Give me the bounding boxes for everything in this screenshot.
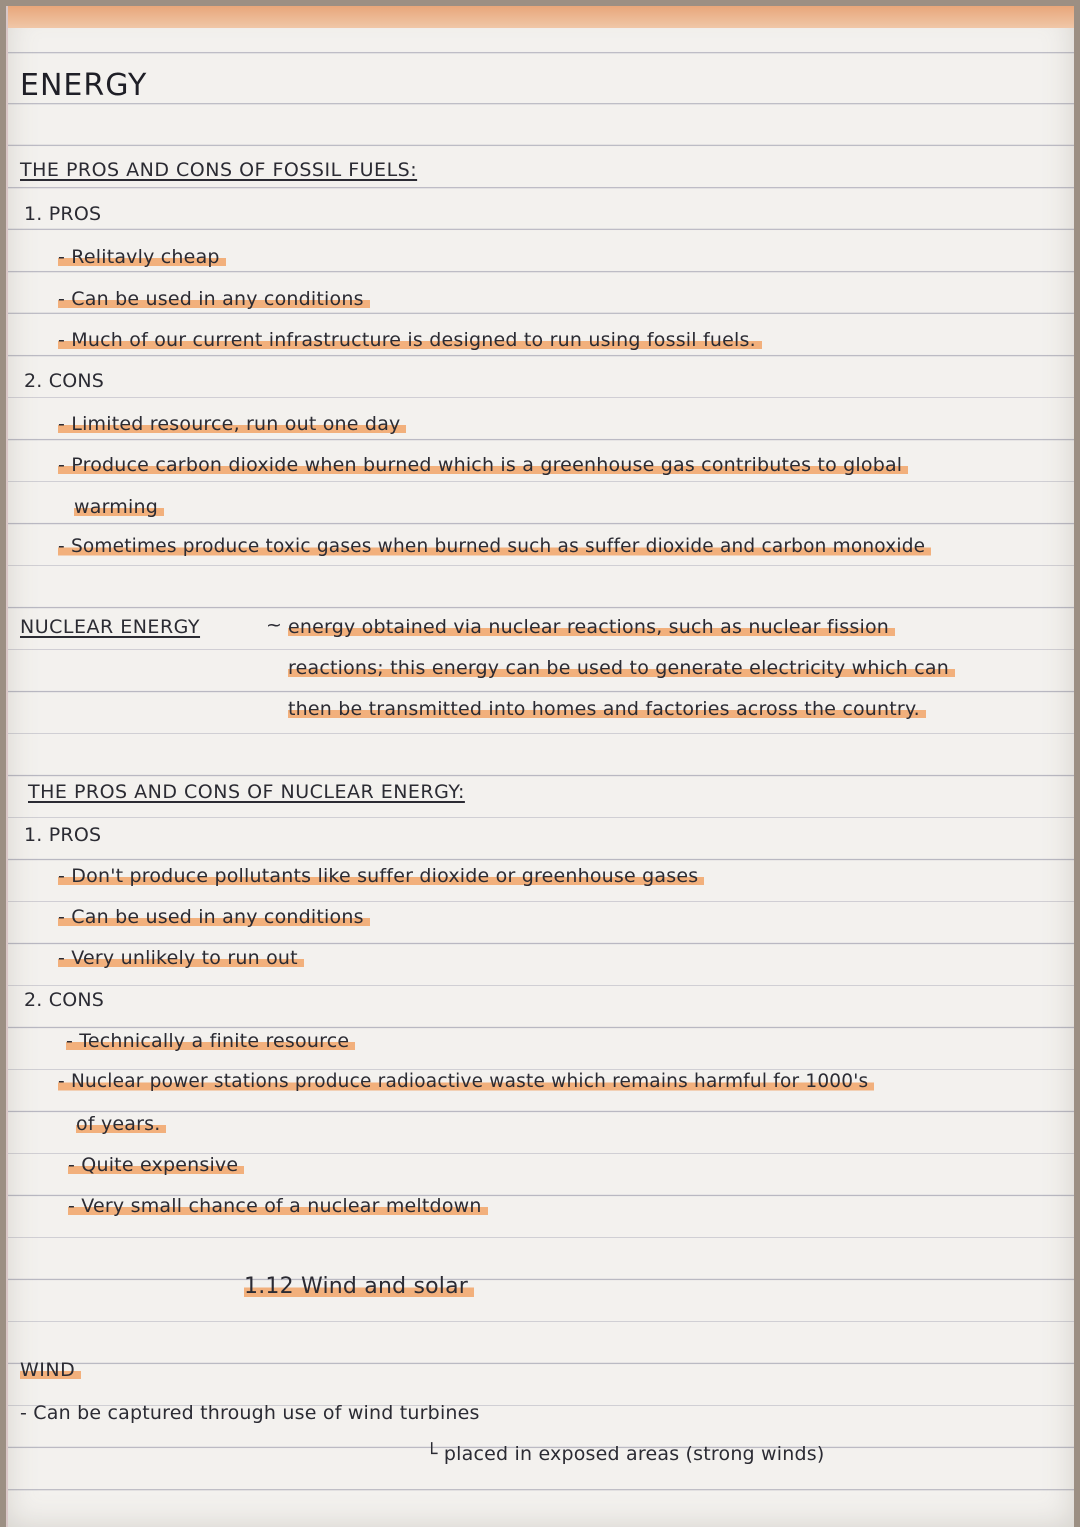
nuclear-con-item: - Nuclear power stations produce radioactive waste which remains harmful for 1000's [58,1071,874,1092]
nuclear-definition-line: reactions; this energy can be used to generate electricity which can [288,657,955,679]
fossil-heading: THE PROS AND CONS OF FOSSIL FUELS: [20,159,418,181]
fossil-con-item: - Sometimes produce toxic gases when burned such as suffer dioxide and carbon monoxide [58,536,931,557]
fossil-con-item: warming [74,496,164,518]
nuclear-term: NUCLEAR ENERGY [20,616,201,638]
fossil-cons-label: 2. CONS [24,370,105,392]
page-title: ENERGY [20,68,148,103]
page-top-edge [6,6,1074,28]
fossil-pros-label: 1. PROS [24,203,102,225]
nuclear-con-item: - Quite expensive [68,1154,244,1176]
fossil-pro-item: - Relitavly cheap [58,246,226,268]
nuclear-con-item: - Technically a finite resource [66,1030,355,1052]
nuclear-definition-line: then be transmitted into homes and factories across the country. [288,698,926,720]
fossil-pro-item: - Can be used in any conditions [58,288,370,310]
nuclear-con-item: of years. [76,1113,166,1135]
section-title: 1.12 Wind and solar [244,1274,474,1299]
wind-subnote: └ placed in exposed areas (strong winds) [426,1443,825,1465]
nuclear-con-item: - Very small chance of a nuclear meltdown [68,1195,488,1217]
nuclear-pro-item: - Very unlikely to run out [58,947,304,969]
nuclear-pro-item: - Don't produce pollutants like suffer dioxide or greenhouse gases [58,865,704,887]
definition-separator: ~ [266,614,283,636]
fossil-con-item: - Limited resource, run out one day [58,413,406,435]
wind-line: - Can be captured through use of wind turbines [20,1402,480,1424]
fossil-con-item: - Produce carbon dioxide when burned which is a greenhouse gas contributes to global [58,454,908,476]
notebook-page [6,6,1074,1527]
nuclear-pros-label: 1. PROS [24,824,102,846]
fossil-pro-item: - Much of our current infrastructure is designed to run using fossil fuels. [58,329,762,351]
nuclear-cons-label: 2. CONS [24,989,105,1011]
margin-line [6,6,8,1527]
nuclear-pro-item: - Can be used in any conditions [58,906,370,928]
wind-heading: WIND [20,1359,81,1381]
nuclear-heading: THE PROS AND CONS OF NUCLEAR ENERGY: [28,781,465,803]
nuclear-definition-line: energy obtained via nuclear reactions, such as nuclear fission [288,616,895,638]
